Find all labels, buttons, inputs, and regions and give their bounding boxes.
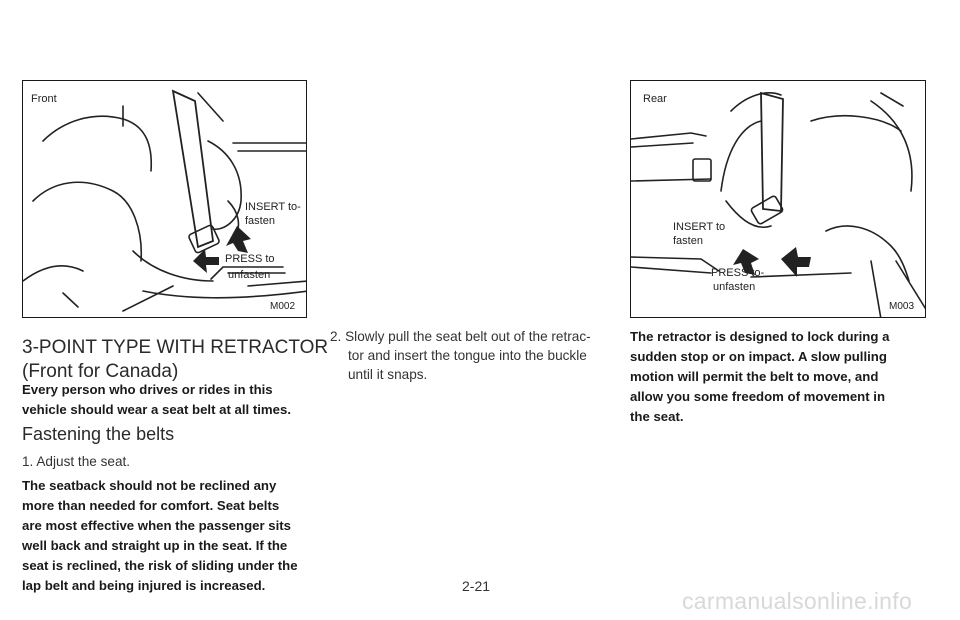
note-line: the seat. [630,409,684,424]
front-label: Front [31,93,57,105]
note-line: The retractor is designed to lock during a [630,329,890,344]
fasten-label: fasten [245,215,275,227]
figure-code: M003 [889,301,915,312]
press-label: PRESS to- [711,267,765,279]
front-seatbelt-illustration [22,80,307,318]
watermark: carmanualsonline.info [682,588,913,614]
figure-code: M002 [270,301,296,312]
step-2 [330,327,620,384]
section-title: 3-POINT TYPE WITH RETRACTOR [22,337,329,358]
section-subtitle: (Front for Canada) [22,361,179,382]
fasten-label: fasten [673,235,703,247]
page-number: 2-21 [462,578,491,594]
rear-label: Rear [643,93,667,105]
fastening-heading: Fastening the belts [22,424,175,444]
caution-line: are most effective when the passenger sits [22,518,291,533]
note-line: sudden stop or on impact. A slow pulling [630,349,887,364]
step-1: 1. Adjust the seat. [22,454,131,469]
note-line: allow you some freedom of movement in [630,389,886,404]
caution-line: lap belt and being injured is increased. [22,578,266,593]
unfasten-label: unfasten [713,281,756,293]
caution-line: seat is reclined, the risk of sliding under the [22,558,298,573]
insert-label: INSERT to- [245,201,301,213]
step-2-line: until it snaps. [348,367,428,382]
note-line: motion will permit the belt to move, and [630,369,879,384]
retractor-note [630,327,930,427]
rear-seatbelt-drawing [631,81,926,318]
caution-paragraph [22,476,322,596]
warning-line: vehicle should wear a seat belt at all times. [22,402,291,417]
warning-paragraph [22,380,322,420]
rear-seatbelt-illustration [630,80,926,318]
unfasten-label: unfasten [228,269,271,281]
warning-line: Every person who drives or rides in this [22,382,273,397]
press-label: PRESS to [225,253,275,265]
insert-label: INSERT to [673,221,726,233]
caution-line: The seatback should not be reclined any [22,478,277,493]
caution-line: more than needed for comfort. Seat belts [22,498,280,513]
front-seatbelt-drawing [23,81,307,318]
step-2-line: tor and insert the tongue into the buckle [348,348,587,363]
step-2-line: 2. Slowly pull the seat belt out of the retrac- [330,329,591,344]
caution-line: well back and straight up in the seat. If the [22,538,288,553]
